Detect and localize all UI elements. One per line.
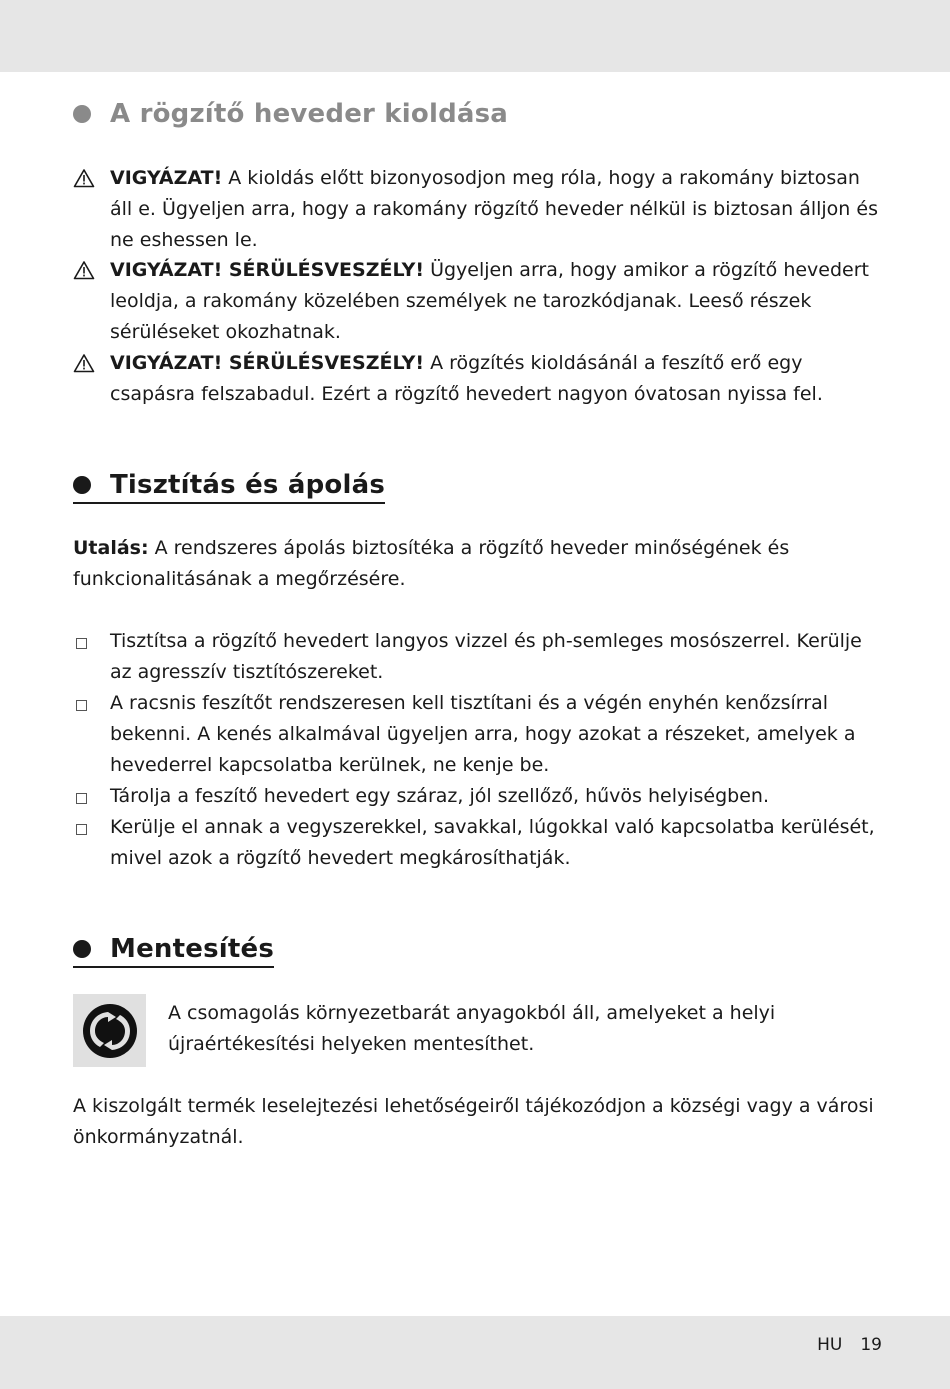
section-title: Mentesítés bbox=[110, 934, 275, 964]
warning-item bbox=[73, 163, 883, 256]
checkbox-bullet-icon bbox=[76, 638, 87, 649]
warning-triangle-icon bbox=[73, 353, 95, 373]
list-item-text: Kerülje el annak a vegyszerekkel, savakkal, lúgokkal való kapcsolatba kerülését, mivel azok a rögzítő hevedert megkárosíthatják. bbox=[110, 816, 875, 869]
language-code: HU bbox=[817, 1335, 843, 1355]
warning-triangle-icon bbox=[73, 168, 95, 188]
product-disposal-paragraph: A kiszolgált termék leselejtezési lehetőségeiről tájékozódjon a községi vagy a városi önkormányzatnál. bbox=[73, 1095, 874, 1148]
note-paragraph bbox=[73, 533, 883, 595]
warning-label: VIGYÁZAT! SÉRÜLÉSVESZÉLY! bbox=[110, 259, 425, 281]
green-dot-recycling-icon bbox=[82, 1003, 138, 1059]
list-item bbox=[73, 688, 883, 781]
section-bullet bbox=[73, 940, 91, 958]
page-number: 19 bbox=[860, 1335, 882, 1355]
page-footer bbox=[817, 1335, 882, 1355]
footer-band bbox=[0, 1316, 950, 1389]
warning-text: Ügyeljen arra, hogy amikor a rögzítő hevedert leoldja, a rakomány közelében személyek ne tarozkódjanak. Leeső részek sérüléseket okozhatnak. bbox=[110, 259, 870, 343]
section-heading-cleaning bbox=[73, 470, 385, 504]
section-bullet bbox=[73, 476, 91, 494]
list-item-text: Tárolja a feszítő hevedert egy száraz, jól szellőző, hűvös helyiségben. bbox=[110, 785, 770, 807]
section-title: A rögzítő heveder kioldása bbox=[110, 99, 509, 129]
list-item bbox=[73, 781, 883, 812]
list-item-text: A racsnis feszítőt rendszeresen kell tisztítani és a végén enyhén kenőzsírral bekenni. A kenés alkalmával ügyeljen arra, hogy azokat a részeket, amelyek a hevederrel kapcsolatba kerülnek, ne kenje be. bbox=[110, 692, 856, 776]
list-item-text: Tisztítsa a rögzítő hevedert langyos vizzel és ph-semleges mosószerrel. Kerülje az agresszív tisztítószereket. bbox=[110, 630, 862, 683]
packaging-paragraph: A csomagolás környezetbarát anyagokból áll, amelyeket a helyi újraértékesítési helyeken mentesíthet. bbox=[168, 1002, 776, 1055]
warning-text: A rögzítés kioldásánál a feszítő erő egy csapásra felszabadul. Ezért a rögzítő hevedert nagyon óvatosan nyissa fel. bbox=[110, 352, 823, 405]
warning-text: A kioldás előtt bizonyosodjon meg róla, hogy a rakomány biztosan áll e. Ügyeljen arra, hogy a rakomány rögzítő heveder nélkül is biztosan álljon és ne eshessen le. bbox=[110, 167, 878, 251]
section-bullet bbox=[73, 105, 91, 123]
warning-triangle-icon bbox=[73, 260, 95, 280]
checkbox-bullet-icon bbox=[76, 700, 87, 711]
list-item bbox=[73, 626, 883, 688]
checkbox-bullet-icon bbox=[76, 793, 87, 804]
section-heading-release bbox=[73, 99, 508, 129]
header-band bbox=[0, 0, 950, 72]
section-heading-disposal bbox=[73, 934, 274, 968]
note-text: A rendszeres ápolás biztosítéka a rögzítő heveder minőségének és funkcionalitásának a megőrzésére. bbox=[73, 537, 790, 590]
warning-label: VIGYÁZAT! SÉRÜLÉSVESZÉLY! bbox=[110, 352, 425, 374]
warning-label: VIGYÁZAT! bbox=[110, 167, 223, 189]
warning-item bbox=[73, 348, 883, 410]
checkbox-bullet-icon bbox=[76, 824, 87, 835]
list-item bbox=[73, 812, 883, 874]
section-title: Tisztítás és ápolás bbox=[110, 470, 386, 500]
recycling-logo-box bbox=[73, 994, 146, 1067]
warning-item bbox=[73, 255, 883, 348]
note-label: Utalás: bbox=[73, 537, 149, 559]
